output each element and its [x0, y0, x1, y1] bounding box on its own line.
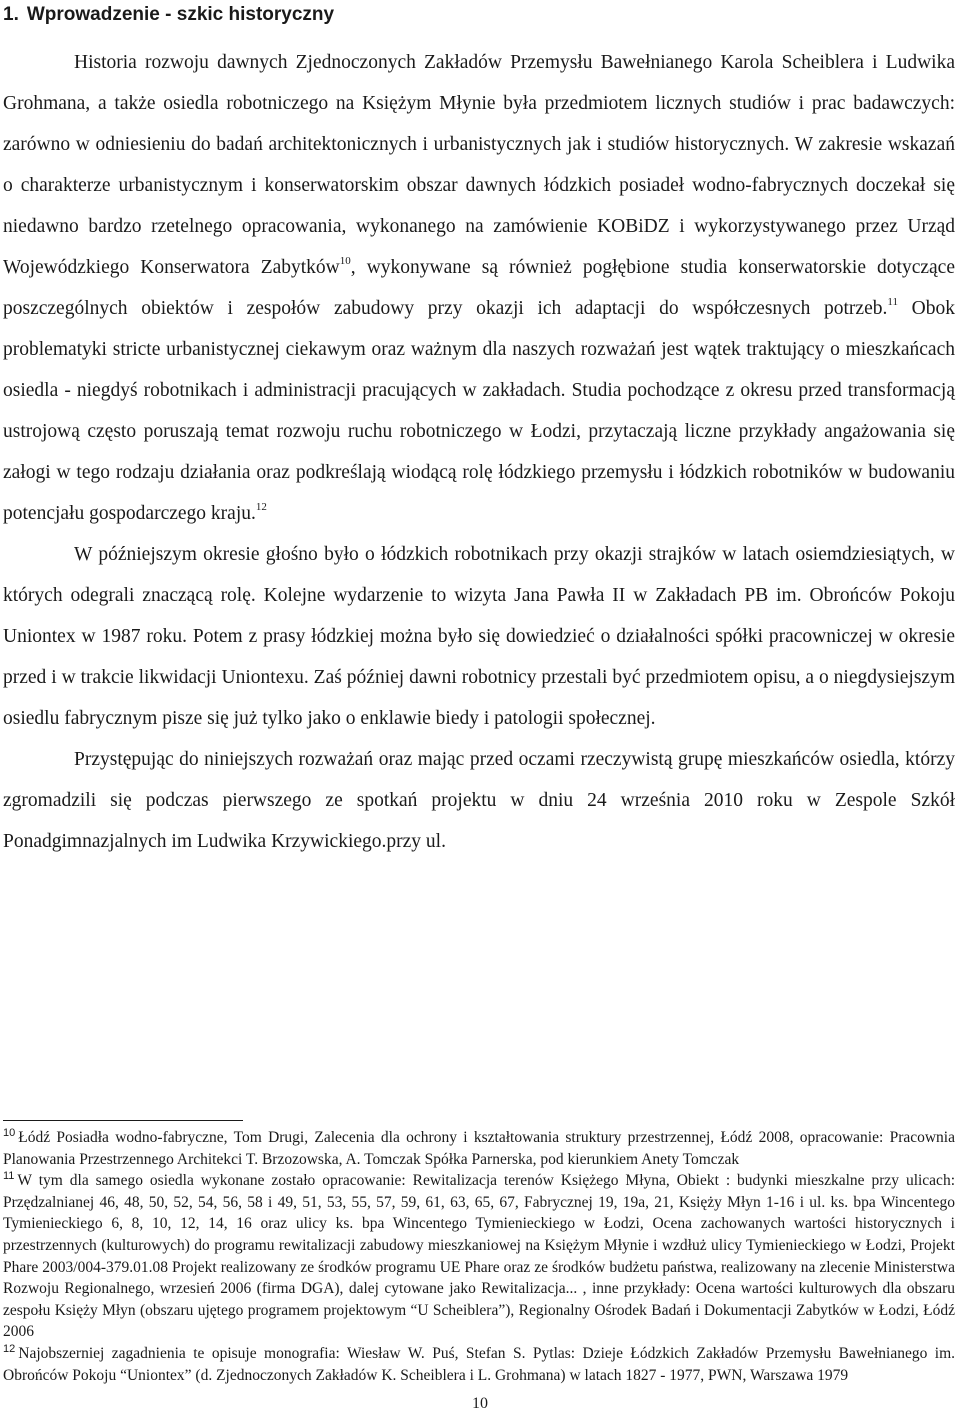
paragraph-1-text-c: Obok problematyki stricte urbanistycznej ciekawym oraz ważnym dla naszych rozważań jest wątek traktujący o mieszkańcach osiedla - niegdyś robotnikach i administracji pracujących w zakładach. Studia pochodzące z okresu przed transformacją ustrojową często poruszają temat rozwoju ruchu robotniczego w Łodzi, przytaczają liczne przykłady angażowania się załogi w tego rodzaju działania oraz podkreślają wiodącą rolę łódzkiego przemysłu i łódzkich robotników w budowaniu potencjału gospodarczego kraju.	[3, 298, 955, 524]
footnote-text: W tym dla samego osiedla wykonane zostało opracowanie: Rewitalizacja terenów Księżego Młyna, Obiekt : budynki mieszkalne przy ulicach: Przędzalnianej 46, 48, 50, 52, 54, 56, 58 i 49, 51, 53, 55, 57, 59, 61, 63, 65, 67, Fabrycznej 19, 19a, 21, Księży Młyn 1-16 i ul. ks. bpa Wincentego Tymienieckiego 6, 8, 10, 12, 14, 16 oraz ulicy ks. bpa Wincentego Tymienieckiego w Łodzi, Ocena zachowanych wartości historycznych i przestrzennych (kulturowych) do programu rewitalizacji zabudowy mieszkaniowej na Księżym Młynie i wzdłuż ulicy Tymienieckiego w Łodzi, Projekt Phare 2003/004-379.01.08 Projekt realizowany ze środków programu UE Phare oraz ze środków budżetu państwa, realizowany na zlecenie Ministerstwa Rozwoju Regionalnego, wrzesień 2006 (firma DGA), dalej cytowane jako Rewitalizacja... , inne przykłady: Ocena wartości kulturowych dla obszaru zespołu Księży Młyn (obszaru ujętego programem projektowym “U Scheiblera”), Regionalny Ośrodek Badań i Dokumentacji Zabytków w Łodzi, Łódź 2006	[3, 1172, 955, 1341]
footnote-number: 12	[3, 1342, 16, 1355]
footnote-number: 10	[3, 1126, 16, 1139]
footnote-11	[3, 1170, 955, 1343]
paragraph-1	[3, 42, 955, 534]
paragraph-3: Przystępując do niniejszych rozważań oraz mając przed oczami rzeczywistą grupę mieszkańców osiedla, którzy zgromadzili się podczas pierwszego ze spotkań projektu w dniu 24 września 2010 roku w Zespole Szkół Ponadgimnazjalnych im Ludwika Krzywickiego.przy ul.	[3, 749, 955, 852]
section-title: Wprowadzenie - szkic historyczny	[26, 4, 335, 25]
footnote-number: 11	[3, 1170, 15, 1183]
section-number: 1.	[3, 4, 19, 25]
footnote-ref-10[interactable]: 10	[339, 254, 351, 267]
footnote-10	[3, 1127, 955, 1170]
footnote-ref-11[interactable]: 11	[887, 295, 898, 308]
paragraph-1-text-b: , wykonywane są również pogłębione studia konserwatorskie dotyczące poszczególnych obiektów i zespołów zabudowy przy okazji ich adaptacji do współczesnych potrzeb.	[3, 257, 955, 319]
page-number: 10	[472, 1395, 488, 1412]
section-heading	[3, 2, 953, 28]
footnote-text: Najobszerniej zagadnienia te opisuje monografia: Wiesław W. Puś, Stefan S. Pytlas: Dzieje Łódzkich Zakładów Przemysłu Bawełnianego im. Obrońców Pokoju “Uniontex” (d. Zjednoczonych Zakładów K. Scheiblera i L. Grohmana) w latach 1827 - 1977, PWN, Warszawa 1979	[3, 1344, 955, 1384]
footnotes	[3, 1127, 955, 1386]
paragraph-2: W późniejszym okresie głośno było o łódzkich robotnikach przy okazji strajków w latach osiemdziesiątych, w których odegrali znaczącą rolę. Kolejne wydarzenie to wizyta Jana Pawła II w Zakładach PB im. Obrońców Pokoju Uniontex w 1987 roku. Potem z prasy łódzkiej można było się dowiedzieć o działalności spółki pracowniczej w okresie przed i w trakcie likwidacji Uniontexu. Zaś później dawni robotnicy przestali być przedmiotem opisu, a o niegdysiejszym osiedlu fabrycznym pisze się już tylko jako o enklawie biedy i patologii społecznej.	[3, 544, 955, 729]
paragraph-1-text-a: Historia rozwoju dawnych Zjednoczonych Zakładów Przemysłu Bawełnianego Karola Scheiblera i Ludwika Grohmana, a także osiedla robotniczego na Księżym Młynie była przedmiotem licznych studiów i prac badawczych: zarówno w odniesieniu do badań architektonicznych i urbanistycznych jak i studiów historycznych. W zakresie wskazań o charakterze urbanistycznym i konserwatorskim obszar dawnych łódzkich posiadeł wodno-fabrycznych doczekał się niedawno bardzo rzetelnego opracowania, wykonanego na zamówienie KOBiDZ i wykorzystywanego przez Urząd Wojewódzkiego Konserwatora Zabytków	[3, 52, 955, 278]
footnote-separator	[3, 1120, 243, 1121]
footnote-ref-12[interactable]: 12	[255, 500, 267, 513]
footnote-12	[3, 1343, 955, 1386]
footnote-text: Łódź Posiadła wodno-fabryczne, Tom Drugi, Zalecenia dla ochrony i kształtowania struktury przestrzennej, Łódź 2008, opracowanie: Pracownia Planowania Przestrzennego Architekci T. Brzozowska, A. Tomczak Spółka Parnerska, pod kierunkiem Anety Tomczak	[3, 1129, 955, 1168]
body-text	[3, 42, 955, 862]
